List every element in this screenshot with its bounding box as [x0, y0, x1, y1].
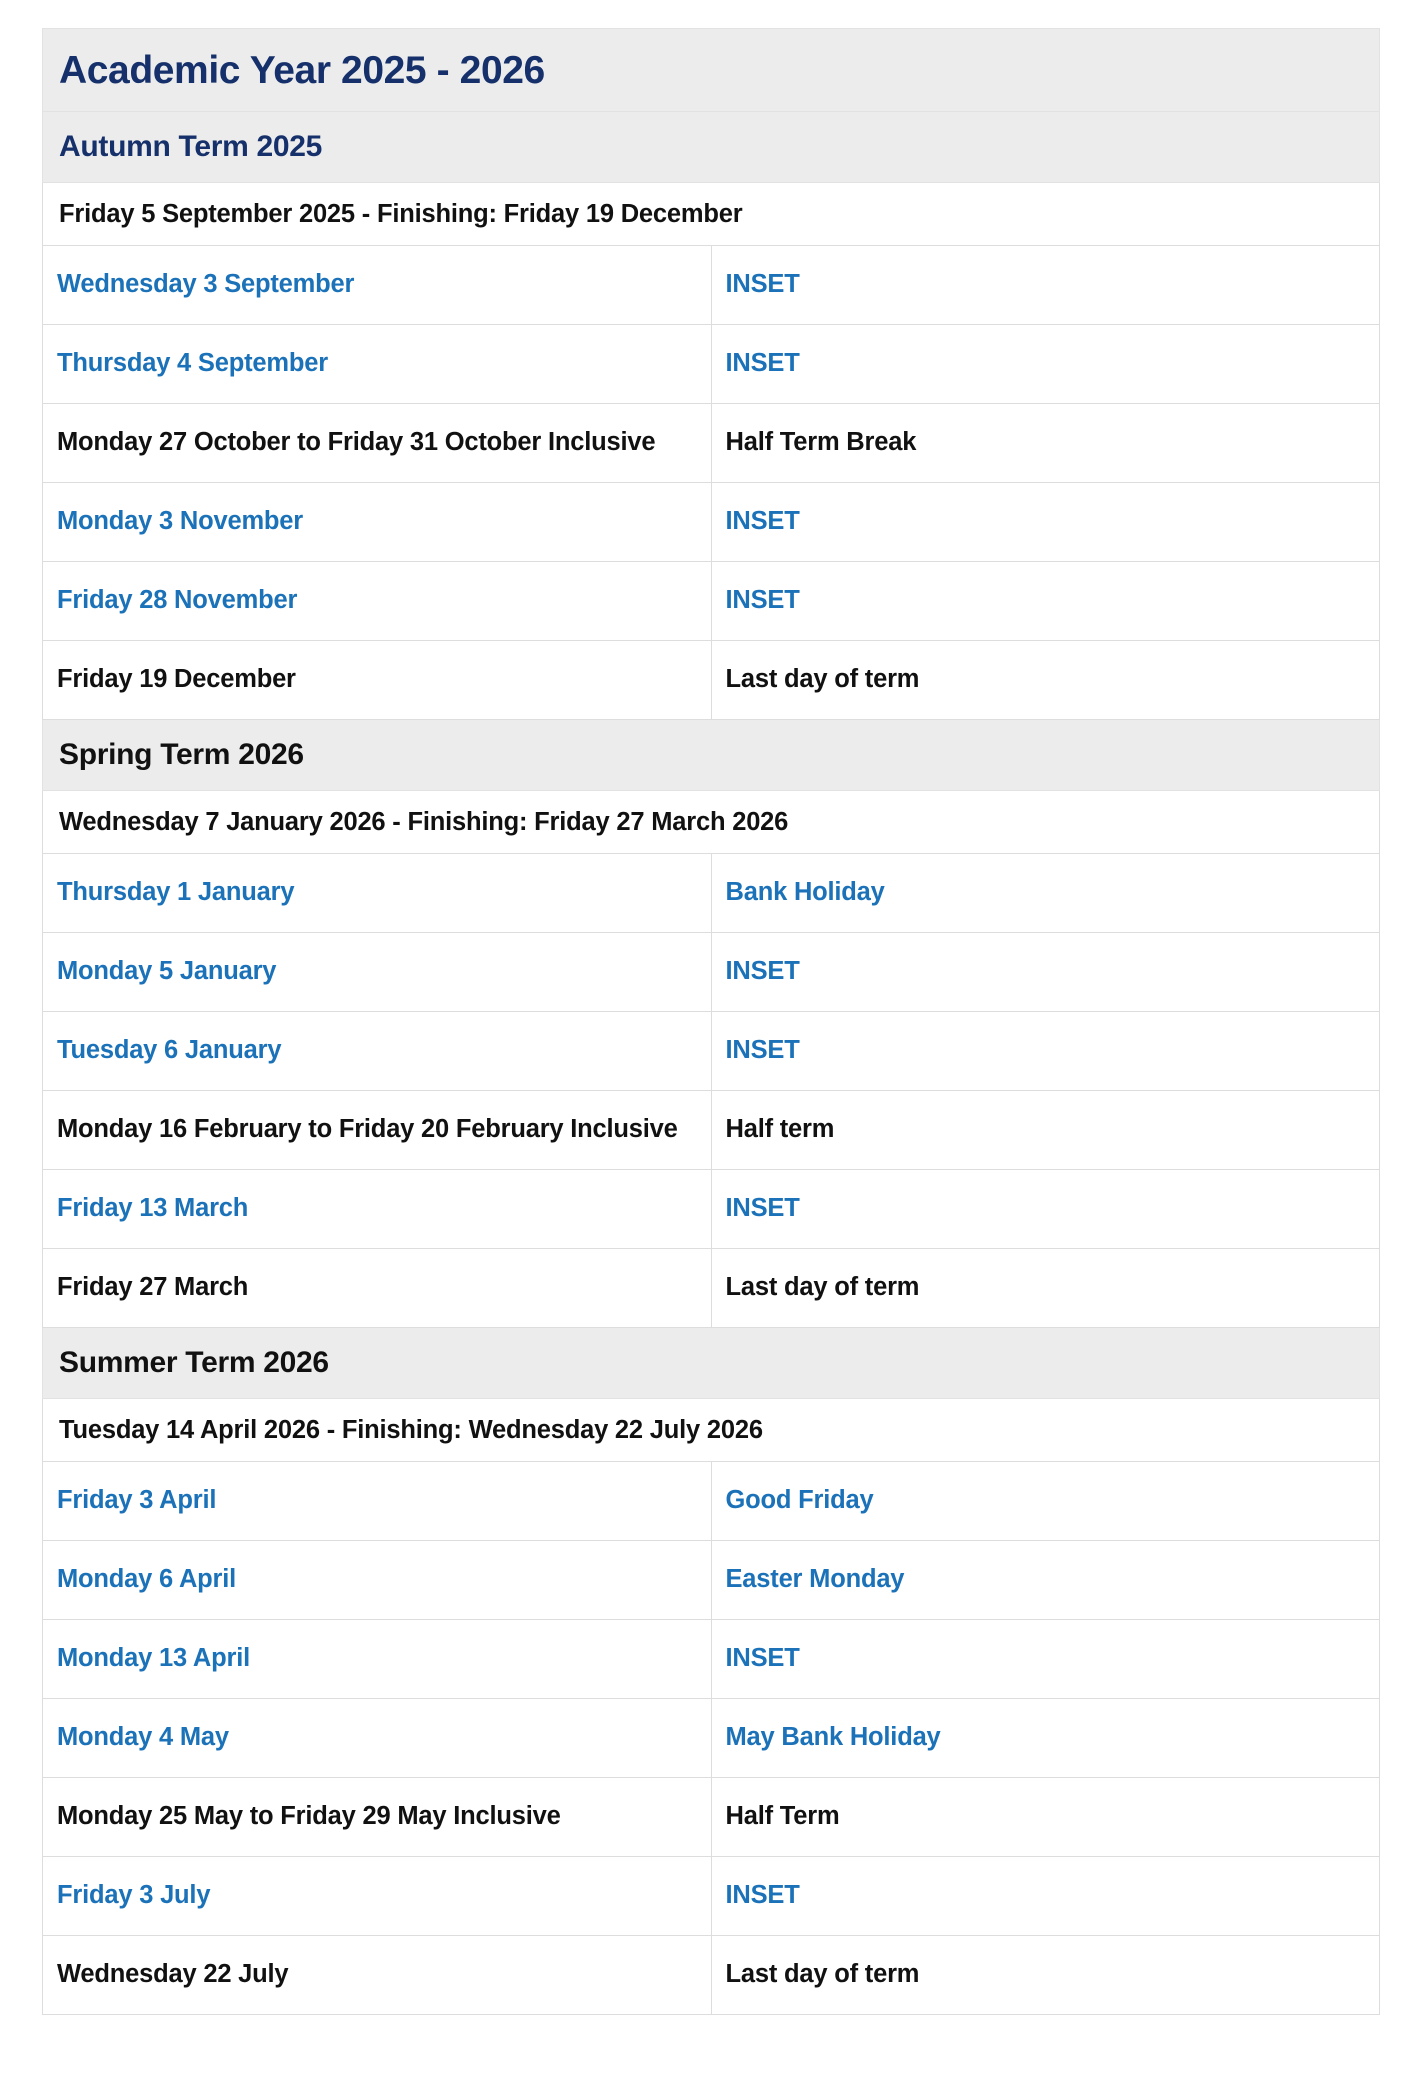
- note-cell[interactable]: [711, 854, 1380, 933]
- date-link[interactable]: Wednesday 3 September: [57, 270, 355, 299]
- date-cell: [43, 1936, 712, 2015]
- note-label: Half Term: [725, 1802, 840, 1831]
- note-cell[interactable]: [711, 1462, 1380, 1541]
- term-header-row: [43, 112, 1380, 183]
- term-range-row: [43, 791, 1380, 854]
- table-row: [43, 562, 1380, 641]
- date-cell[interactable]: [43, 1541, 712, 1620]
- table-row: [43, 1699, 1380, 1778]
- date-cell: [43, 1778, 712, 1857]
- date-link[interactable]: Friday 3 April: [57, 1486, 217, 1515]
- note-link[interactable]: Good Friday: [725, 1486, 874, 1515]
- date-link[interactable]: Monday 6 April: [57, 1565, 237, 1594]
- date-link[interactable]: Thursday 1 January: [57, 878, 295, 907]
- note-label: Last day of term: [725, 1960, 920, 1989]
- table-row: [43, 1462, 1380, 1541]
- note-cell[interactable]: [711, 246, 1380, 325]
- note-cell: [711, 404, 1380, 483]
- table-row: [43, 1857, 1380, 1936]
- date-label: Friday 19 December: [57, 665, 296, 694]
- note-label: Half term: [725, 1115, 835, 1144]
- date-label: Friday 27 March: [57, 1273, 249, 1302]
- date-label: Monday 16 February to Friday 20 February Inclusive: [57, 1115, 678, 1144]
- table-row: [43, 641, 1380, 720]
- table-row: [43, 325, 1380, 404]
- calendar-body: [43, 29, 1380, 2015]
- date-link[interactable]: Monday 13 April: [57, 1644, 251, 1673]
- term-header-cell: [43, 1328, 1380, 1399]
- term-title: Autumn Term 2025: [59, 129, 323, 163]
- table-row: [43, 483, 1380, 562]
- date-cell[interactable]: [43, 483, 712, 562]
- academic-calendar-table: [42, 28, 1380, 2015]
- date-cell[interactable]: [43, 1462, 712, 1541]
- date-link[interactable]: Friday 3 July: [57, 1881, 211, 1910]
- table-row: [43, 1170, 1380, 1249]
- note-cell[interactable]: [711, 1170, 1380, 1249]
- table-row: [43, 1249, 1380, 1328]
- table-row: [43, 933, 1380, 1012]
- table-row: [43, 1012, 1380, 1091]
- term-header-cell: [43, 112, 1380, 183]
- date-cell[interactable]: [43, 1012, 712, 1091]
- term-header-row: [43, 1328, 1380, 1399]
- note-cell[interactable]: [711, 933, 1380, 1012]
- term-header-row: [43, 720, 1380, 791]
- note-cell[interactable]: [711, 562, 1380, 641]
- note-link[interactable]: INSET: [725, 349, 800, 378]
- note-link[interactable]: Easter Monday: [725, 1565, 905, 1594]
- term-range-cell: Friday 5 September 2025 - Finishing: Friday 19 December: [43, 183, 1380, 246]
- table-row: [43, 246, 1380, 325]
- note-link[interactable]: INSET: [725, 957, 800, 986]
- note-cell[interactable]: [711, 1012, 1380, 1091]
- note-link[interactable]: INSET: [725, 270, 800, 299]
- table-row: [43, 1778, 1380, 1857]
- note-label: Half Term Break: [725, 428, 917, 457]
- note-link[interactable]: INSET: [725, 586, 800, 615]
- date-cell[interactable]: [43, 325, 712, 404]
- table-row: [43, 854, 1380, 933]
- date-cell[interactable]: [43, 246, 712, 325]
- date-cell: [43, 1249, 712, 1328]
- note-cell: [711, 1936, 1380, 2015]
- note-cell[interactable]: [711, 325, 1380, 404]
- note-cell[interactable]: [711, 1857, 1380, 1936]
- term-range-row: [43, 1399, 1380, 1462]
- term-title: Spring Term 2026: [59, 737, 304, 771]
- date-cell[interactable]: [43, 1699, 712, 1778]
- note-link[interactable]: INSET: [725, 1881, 800, 1910]
- note-link[interactable]: INSET: [725, 507, 800, 536]
- date-label: Wednesday 22 July: [57, 1960, 289, 1989]
- date-cell: [43, 641, 712, 720]
- note-cell: [711, 1249, 1380, 1328]
- date-link[interactable]: Tuesday 6 January: [57, 1036, 282, 1065]
- note-link[interactable]: Bank Holiday: [725, 878, 885, 907]
- note-label: Last day of term: [725, 1273, 920, 1302]
- note-cell[interactable]: [711, 1541, 1380, 1620]
- page-title: Academic Year 2025 - 2026: [59, 48, 545, 92]
- table-row: [43, 1936, 1380, 2015]
- table-row: [43, 1541, 1380, 1620]
- note-link[interactable]: INSET: [725, 1194, 800, 1223]
- date-cell[interactable]: [43, 1170, 712, 1249]
- term-range-cell: Tuesday 14 April 2026 - Finishing: Wednesday 22 July 2026: [43, 1399, 1380, 1462]
- table-row: [43, 1620, 1380, 1699]
- table-row: [43, 1091, 1380, 1170]
- date-link[interactable]: Monday 5 January: [57, 957, 277, 986]
- term-title: Summer Term 2026: [59, 1345, 329, 1379]
- date-cell[interactable]: [43, 1857, 712, 1936]
- date-label: Monday 25 May to Friday 29 May Inclusive: [57, 1802, 561, 1831]
- table-row: [43, 404, 1380, 483]
- calendar-title-row: [43, 29, 1380, 112]
- note-label: Last day of term: [725, 665, 920, 694]
- date-link[interactable]: Monday 4 May: [57, 1723, 229, 1752]
- date-link[interactable]: Friday 28 November: [57, 586, 298, 615]
- date-cell[interactable]: [43, 1620, 712, 1699]
- term-range-cell: Wednesday 7 January 2026 - Finishing: Friday 27 March 2026: [43, 791, 1380, 854]
- note-cell[interactable]: [711, 1699, 1380, 1778]
- note-link[interactable]: INSET: [725, 1644, 800, 1673]
- date-cell[interactable]: [43, 933, 712, 1012]
- note-link[interactable]: INSET: [725, 1036, 800, 1065]
- note-cell: [711, 1091, 1380, 1170]
- date-link[interactable]: Friday 13 March: [57, 1194, 249, 1223]
- date-cell: [43, 404, 712, 483]
- note-cell[interactable]: [711, 483, 1380, 562]
- note-cell[interactable]: [711, 1620, 1380, 1699]
- date-cell[interactable]: [43, 854, 712, 933]
- date-link[interactable]: Thursday 4 September: [57, 349, 328, 378]
- note-cell: [711, 1778, 1380, 1857]
- date-cell: [43, 1091, 712, 1170]
- date-label: Monday 27 October to Friday 31 October Inclusive: [57, 428, 656, 457]
- calendar-title-cell: [43, 29, 1380, 112]
- date-link[interactable]: Monday 3 November: [57, 507, 303, 536]
- term-range-row: [43, 183, 1380, 246]
- note-link[interactable]: May Bank Holiday: [725, 1723, 941, 1752]
- note-cell: [711, 641, 1380, 720]
- term-header-cell: [43, 720, 1380, 791]
- date-cell[interactable]: [43, 562, 712, 641]
